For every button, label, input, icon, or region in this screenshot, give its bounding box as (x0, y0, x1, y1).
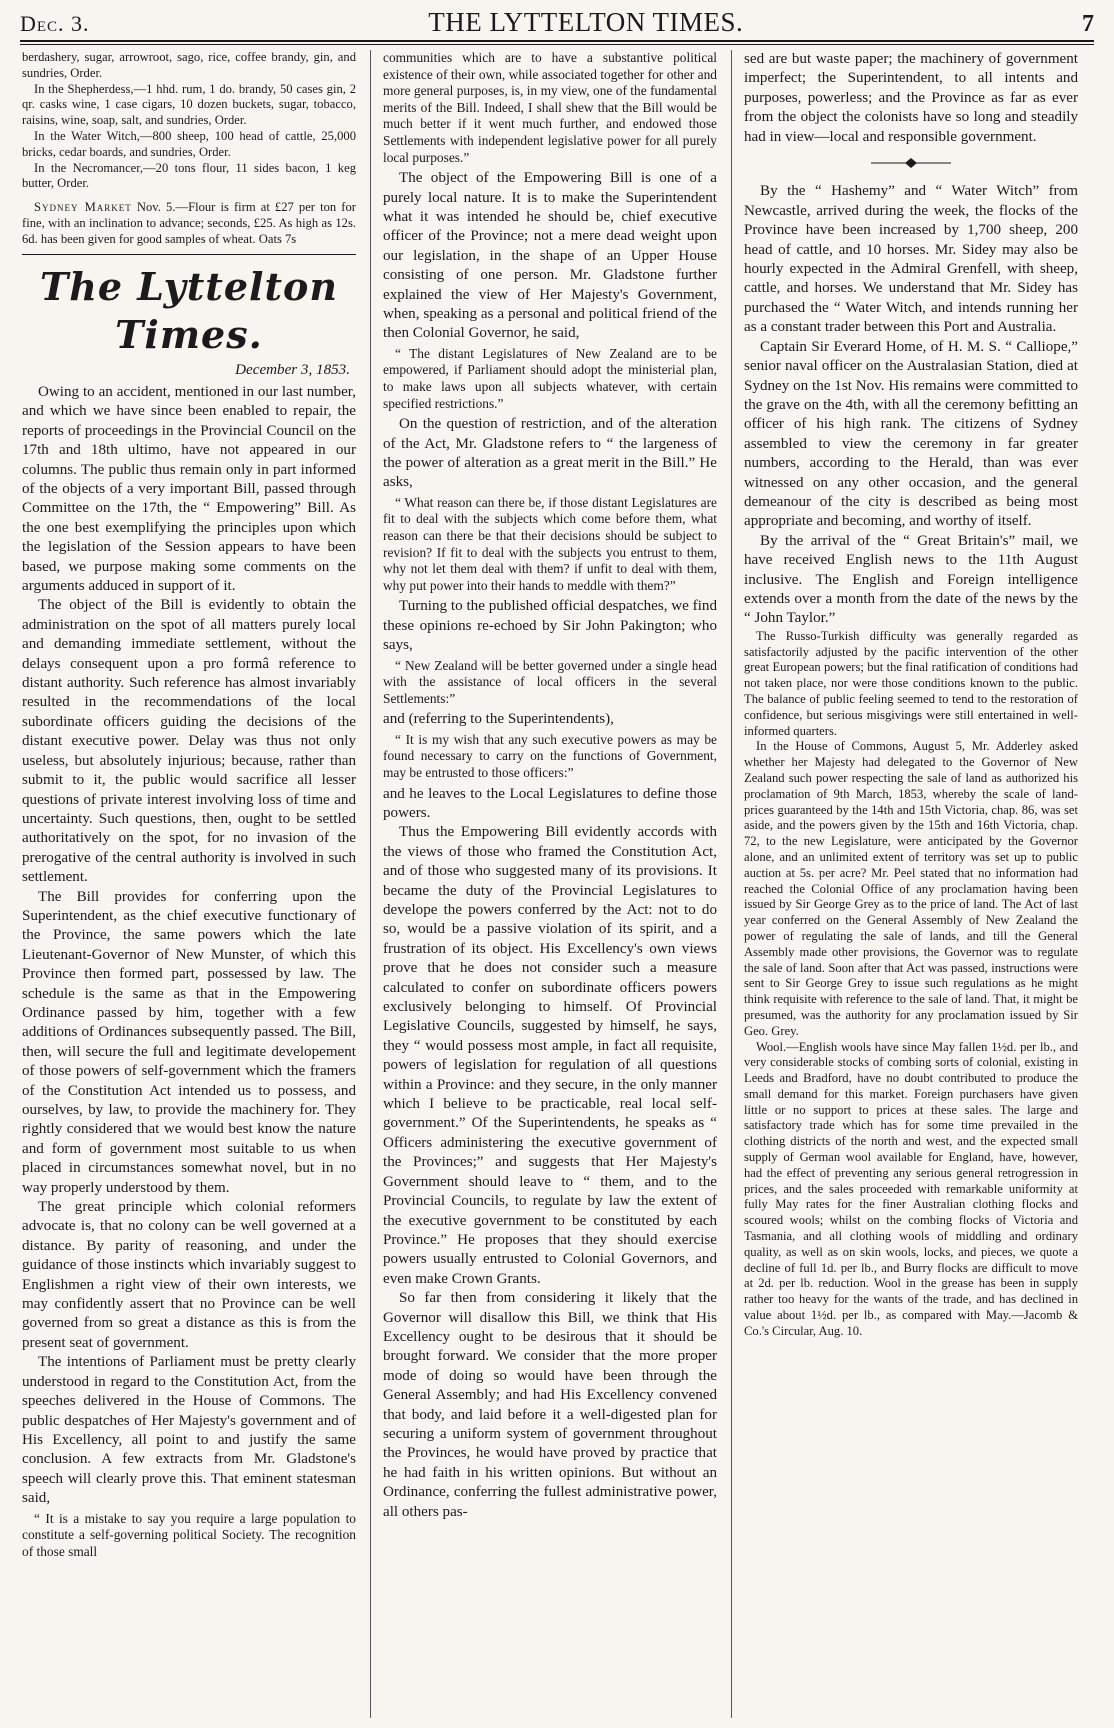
shipping-section (22, 50, 356, 248)
editorial-paragraph: On the question of restriction, and of the alteration of the Act, Mr. Gladstone refers to “ the largeness of the power of alteration as a great merit in the Bill.” He asks, (383, 416, 717, 491)
news-paragraph: The Russo-Turkish difficulty was generally regarded as satisfactorily adjusted by the pacific intervention of the other great European powers; but the final ratification of conditions had not taken place, nor were those conditions known to the public. The balance of public feeling seemed to tend to the restoration of confidence, but serious misgivings were still entertained in well-informed quarters. (744, 628, 1078, 738)
editorial-paragraph: The object of the Empowering Bill is one of a purely local nature. It is to make the Superintendent what it was intended he should be, chief executive officer of the Province; not a mere dead weight upon our legislation, in the shape of an Upper House consisting of one person. Mr. Gladstone further explained the view of Her Majesty's Government, when, speaking as a personal and political friend of the then Colonial Governor, he said, (383, 170, 717, 342)
market-text: Nov. 5.—Flour is firm at £27 per ton for fine, with an inclination to advance; seconds, £25. As high as 12s. 6d. has been given for good samples of wheat. Oats 7s (22, 200, 356, 246)
masthead: The Lyttelton Times. (40, 263, 338, 357)
news-paragraph: By the arrival of the “ Great Britain's” mail, we have received English news to the 11th August inclusive. The English and Foreign intelligence extends over a month from the date of the news by the “ John Taylor.” (744, 532, 1078, 627)
quotation (383, 658, 717, 708)
english-news-section (744, 629, 1078, 1340)
page-header (20, 6, 1094, 42)
quotation (383, 346, 717, 412)
page-number: 7 (1082, 11, 1094, 37)
shipping-paragraph: In the Shepherdess,—1 hhd. rum, 1 do. brandy, 50 cases gin, 2 qr. casks wine, 1 case cigars, 10 dozen buckets, sugar, tobacco, raisins, wine, soap, salt, and sundries, Order. (22, 81, 356, 128)
header-date: Dec. 3. (20, 11, 90, 36)
quotation-text: “ It is my wish that any such executive powers as may be found necessary to carry on the functions of Government, may be entrusted to those officers:” (383, 731, 717, 780)
editorial-paragraph: So far then from considering it likely that the Governor will disallow this Bill, we think that His Excellency ought to be desirous that it should be brought forward. We consider that the more proper mode of doing so would have been through the General Assembly; and had His Excellency convened that body, and laid before it a well-digested plan for securing a uniform system of government throughout the Provinces, he would have proved by practice that he had faith in his written opinions. But without an Ordinance, conferring the fullest administrative power, all others pas- (383, 1290, 717, 1520)
quotation-text: “ What reason can there be, if those distant Legislatures are fit to deal with the subjects which come before them, what reason can there be that their decisions should be subject to revision? If fit to deal with the subjects you entrust to them, why not let them deal with them? if unfit to deal with them, why put power into their hands to meddle with them?” (383, 494, 717, 593)
ornament-divider (744, 155, 1078, 174)
shipping-paragraph: In the Water Witch,—800 sheep, 100 head of cattle, 25,000 bricks, cedar boards, and sundries, Order. (22, 128, 356, 159)
column-divider (370, 50, 371, 1718)
quotation (383, 732, 717, 782)
quotation (22, 1511, 356, 1561)
editorial-dateline: December 3, 1853. (235, 361, 350, 378)
section-rule (22, 254, 356, 255)
diamond-rule-icon (871, 158, 951, 168)
quotation (383, 50, 717, 166)
market-report (22, 200, 356, 247)
column-2 (383, 50, 717, 1720)
editorial-paragraph: and (referring to the Superintendents), (383, 711, 614, 728)
header-rule (20, 44, 1094, 45)
editorial-paragraph: sed are but waste paper; the machinery of government imperfect; the Superintendent, to all intents and purposes, powerless; and the Province as far as ever from the object the colonists have so long and steadily had in view—local and responsible government. (744, 51, 1078, 145)
editorial-paragraph: and he leaves to the Local Legislatures to define those powers. (383, 785, 717, 821)
quotation-text: “ New Zealand will be better governed under a single head with the assistance of local officers in the several Settlements:” (383, 657, 717, 706)
news-paragraph: Captain Sir Everard Home, of H. M. S. “ Calliope,” senior naval officer on the Australasian Station, died at Sydney on the 1st Nov. His remains were committed to the grave on the 4th, with all the ceremony befitting an officer of his high rank. The citizens of Sydney assembled to view the ceremony in far greater numbers, according to the Herald, than was ever witnessed on any other occasion, and the general demeanour of the city is described as being most appropriate and becoming, and worthy of itself. (744, 338, 1078, 530)
editorial-paragraph: Owing to an accident, mentioned in our last number, and which we have since been enabled to repair, the reports of proceedings in the Provincial Council on the 17th and 18th ultimo, have not appeared in our columns. The public thus remain only in part informed of the objects of a very important Bill, passed through Committee on the 17th, the “ Empowering” Bill. As the one best exemplifying the principles upon which the legislation of the Session appears to have been based, we purpose making some comments on the arguments adduced in support of it. (22, 383, 356, 595)
column-divider (731, 50, 732, 1718)
editorial-paragraph: The great principle which colonial reformers advocate is, that no colony can be well governed at a distance. By parity of reasoning, and under the guidance of those instincts which invariably suggest to Englishmen a right view of their own interests, we may confidently assert that no Province can be well governed from so great a distance as this is from the present seat of government. (22, 1199, 356, 1351)
column-1 (22, 50, 356, 1720)
column-3 (744, 50, 1078, 1720)
editorial-paragraph: Turning to the published official despatches, we find these opinions re-echoed by Sir John Pakington; who says, (383, 598, 717, 654)
shipping-paragraph: In the Necromancer,—20 tons flour, 11 sides bacon, 1 keg butter, Order. (22, 160, 356, 191)
news-paragraph: By the “ Hashemy” and “ Water Witch” from Newcastle, arrived during the week, the flocks of the Province have been increased by 1,700 sheep, 200 head of cattle, and 10 horses. Mr. Sidey may also be hourly expected in the Admiral Grenfell, with sheep, cattle, and horses. We understand that Mr. Sidey has purchased the “ Water Witch, and intends running her as a constant trader between this Port and Australia. (744, 183, 1078, 336)
shipping-paragraph: berdashery, sugar, arrowroot, sago, rice, coffee brandy, gin, and sundries, Order. (22, 50, 356, 80)
newspaper-title: THE LYTTELTON TIMES. (428, 7, 744, 37)
quotation-text: “ The distant Legislatures of New Zealand are to be empowered, if Parliament should adopt the ministerial plan, to make laws upon all subjects whatever, with certain specified restrictions.” (383, 345, 717, 411)
quotation-text: “ It is a mistake to say you require a large population to constitute a self-governing political Society. The recognition of those small (22, 1510, 356, 1559)
news-paragraph: In the House of Commons, August 5, Mr. Adderley asked whether her Majesty had delegated to the Governor of New Zealand such power respecting the sale of land as authorized his proclamation of 9th March, 1853, whereby the scale of land-prices guaranteed by the 14th and 15th Victoria, chap. 86, was set aside, and the powers given by the 15th and 16th Victoria, chap. 72, to the new Legislature, were anticipated by the Governor alone, and an unlimited extent of territory was set up to public auction at 5s. per acre? Mr. Peel stated that no information had reached the Colonial Office of any proclamation having been issued by Sir George Grey as to the price of land. The Act of last year conferred on the General Assembly of New Zealand the power of regulating the sale of lands, and till the General Assembly made other provisions, the Governor was to regulate the sale of land. Soon after that Act was passed, instructions were sent to Sir George Grey to issue such regulations as he might think requisite with reference to the sale of land. That, it might be presumed, was the authority for any proclamation issued by Sir Geo. Grey. (744, 739, 1078, 1038)
market-label: Sydney Market (34, 200, 132, 215)
editorial-paragraph: The object of the Bill is evidently to obtain the administration on the spot of all matters purely local and demanding immediate settlement, without the delays consequent upon a pro formâ reference to distant authority. Such reference has almost invariably resulted in the recommendations of the local subordinate officers guiding the decisions of the distant executive power. Delay was thus not only useless, but absolutely injurious; because, rather than submit to it, the public would sacrifice all lesser questions of private interest involving loss of time and uncertainty. Such questions, then, ought to be settled authoritatively on the spot, for no invasion of the prerogative of the central authority is involved in such settlement. (22, 597, 356, 886)
quotation (383, 495, 717, 595)
news-paragraph: Wool.—English wools have since May fallen 1½d. per lb., and very considerable stocks of combing sorts of colonial, existing in Leeds and Bradford, have no doubt contributed to produce the small demand for this market. Foreign purchasers have given little or no support to prices at these sales. The large and satisfactory trade which has for some time prevailed in the clothing districts of the north and west, and the expected small supply of German wool available for England, have, however, had the effect of preventing any serious general retrogression in prices, and the sales proceeded with remarkable uniformity at fully May rates for the finer Australian clothing flocks and scoured wools; whilst on the combing flocks of Victoria and Tasmania, and all clothing wools of middling and ordinary quality, as well as on skin wools, locks, and pieces, we quote a decline of full 1d. per lb., and Burry flocks are difficult to move at 2d. per lb. reduction. Wool in the grease has been in supply rather too heavy for the wants of the trade, and has declined in value about 1½d. per lb., as compared with May.—Jacomb & Co.'s Circular, Aug. 10. (744, 1039, 1078, 1338)
editorial-paragraph: Thus the Empowering Bill evidently accords with the views of those who framed the Constitution Act, and of those who suggested many of its provisions. It became the duty of the Provincial Legislatures to develope the powers conferred by the Act: not to do so, would be a passive violation of its spirit, and a frustration of its object. His Excellency's own views prove that he does not consider such a measure calculated to confer on subordinate officers powers exclusively belonging to himself. Of Provincial Legislative Councils, suggested by himself, he says, they “ would possess most ample, in fact all requisite, powers of legislation for regulation of all questions within a Province: and they secure, in the only manner which I believe to be practicable, real local self-government.” Of the Superintendents, he speaks as “ Officers administering the executive government of the Provinces;” and suggests that Her Majesty's Government should leave to “ them, and to the Provincial Councils, to regulate by law the extent of the executive government to be constituted by each Province.” He proposes that they should exercise powers usually entrusted to Colonial Governors, and even make Crown Grants. (383, 824, 717, 1287)
quotation-text: communities which are to have a substantive political existence of their own, while associated together for other and more general purposes, is, in my view, one of the fundamental merits of the Bill. Indeed, I shall shew that the Bill would be much better if it went much further, and endowed those Settlements with independent legislative power for all purely local purposes.” (383, 50, 717, 165)
editorial-paragraph: The Bill provides for conferring upon the Superintendent, as the chief executive functionary of the Province, the same powers which the late Lieutenant-Governor of New Munster, of which this Province then formed part, possessed by law. The schedule is the same as that in the Empowering Ordinance passed by him, together with a few additions of Ordinances subsequently passed. The Bill, then, will secure the full and legitimate developement of those powers of self-government which the framers of the Constitution Act intended us to possess, and ourselves, by law, to provide the machinery for. They rightly considered that we would best know the nature and form of government most suitable to us when placed in circumstances somewhat novel, but in no way properly understood by them. (22, 888, 356, 1196)
editorial-paragraph: The intentions of Parliament must be pretty clearly understood in regard to the Constitution Act, from the speeches delivered in the House of Commons. The public despatches of Her Majesty's government and of His Excellency, all point to and justify the same conclusion. A few extracts from Mr. Gladstone's speech will clearly prove this. That eminent statesman said, (22, 1354, 356, 1507)
